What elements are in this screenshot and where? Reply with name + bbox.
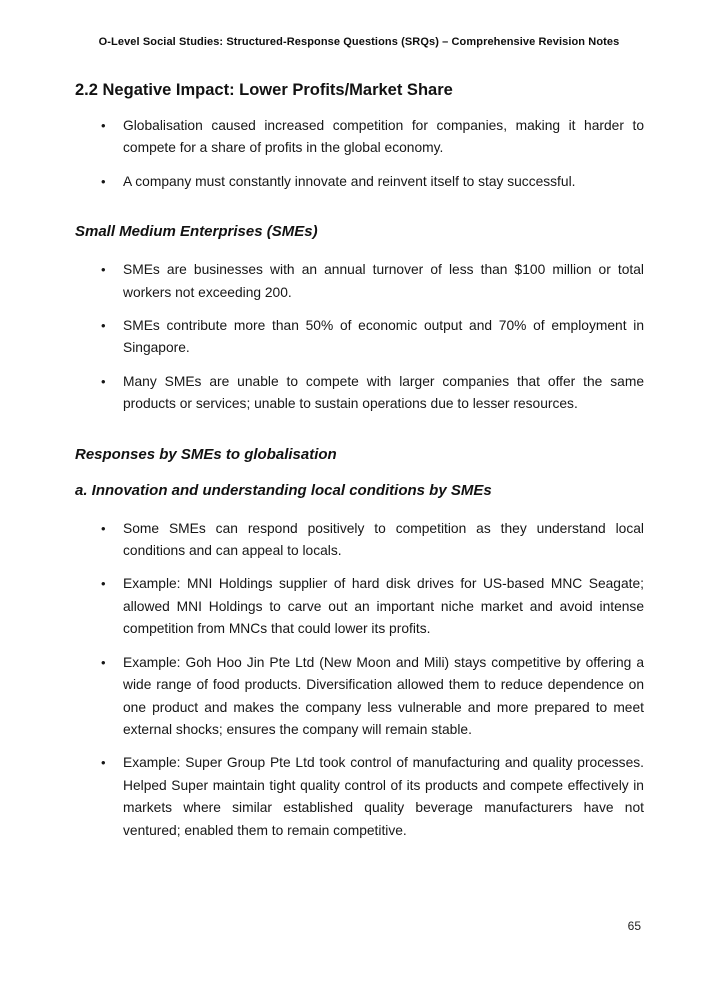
- intro-bullet-list: [75, 115, 644, 193]
- bullet-text: Example: MNI Holdings supplier of hard disk drives for US-based MNC Seagate; allowed MNI Holdings to carve out an important niche market and avoid intense competition from MNCs that could lower its profits.: [123, 576, 644, 637]
- running-header: O-Level Social Studies: Structured-Response Questions (SRQs) – Comprehensive Revision Notes: [98, 36, 620, 48]
- bullet-text: SMEs contribute more than 50% of economic output and 70% of employment in Singapore.: [123, 318, 644, 356]
- bullet-icon: •: [101, 373, 106, 389]
- bullet-icon: •: [101, 576, 106, 592]
- bullet-text: Example: Goh Hoo Jin Pte Ltd (New Moon and Mili) stays competitive by offering a wide range of food products. Diversification allowed them to reduce dependence on one product and makes the company less vulnerable and more prepared to meet external shocks; ensures the company will remain stable.: [123, 654, 644, 737]
- list-item: [75, 115, 644, 160]
- sme-bullet-list: [75, 259, 644, 415]
- list-item: [75, 518, 644, 563]
- bullet-icon: •: [101, 318, 106, 334]
- list-item: [75, 315, 644, 360]
- bullet-text: Example: Super Group Pte Ltd took control of manufacturing and quality processes. Helped Super maintain tight quality control of its products and compete effectively in markets where similar established quality beverage manufacturers have not ventured; enabled them to remain competitive.: [123, 755, 644, 838]
- bullet-text: A company must constantly innovate and reinvent itself to stay successful.: [123, 173, 576, 189]
- list-item: [75, 371, 644, 416]
- bullet-icon: •: [101, 173, 106, 189]
- page-number: 65: [627, 919, 641, 933]
- bullet-text: SMEs are businesses with an annual turnover of less than $100 million or total workers not exceeding 200.: [123, 262, 644, 300]
- innovation-bullet-list: [75, 518, 644, 842]
- bullet-text: Globalisation caused increased competition for companies, making it harder to compete for a share of profits in the global economy.: [123, 118, 644, 156]
- bullet-icon: •: [101, 654, 106, 670]
- bullet-icon: •: [101, 520, 106, 536]
- list-item: [75, 573, 644, 640]
- innovation-heading: a. Innovation and understanding local conditions by SMEs: [75, 481, 492, 499]
- section-title: 2.2 Negative Impact: Lower Profits/Market Share: [75, 81, 453, 99]
- bullet-icon: •: [101, 755, 106, 771]
- list-item: [75, 259, 644, 304]
- bullet-text: Some SMEs can respond positively to competition as they understand local conditions and can appeal to locals.: [123, 520, 644, 559]
- list-item: [75, 652, 644, 742]
- responses-heading: Responses by SMEs to globalisation: [75, 445, 337, 463]
- sme-heading: Small Medium Enterprises (SMEs): [75, 223, 318, 241]
- bullet-text: Many SMEs are unable to compete with larger companies that offer the same products or services; unable to sustain operations due to lesser resources.: [123, 373, 644, 412]
- list-item: [75, 752, 644, 842]
- bullet-icon: •: [101, 118, 106, 133]
- list-item: [75, 171, 644, 193]
- bullet-icon: •: [101, 262, 106, 278]
- page-content: [75, 80, 644, 853]
